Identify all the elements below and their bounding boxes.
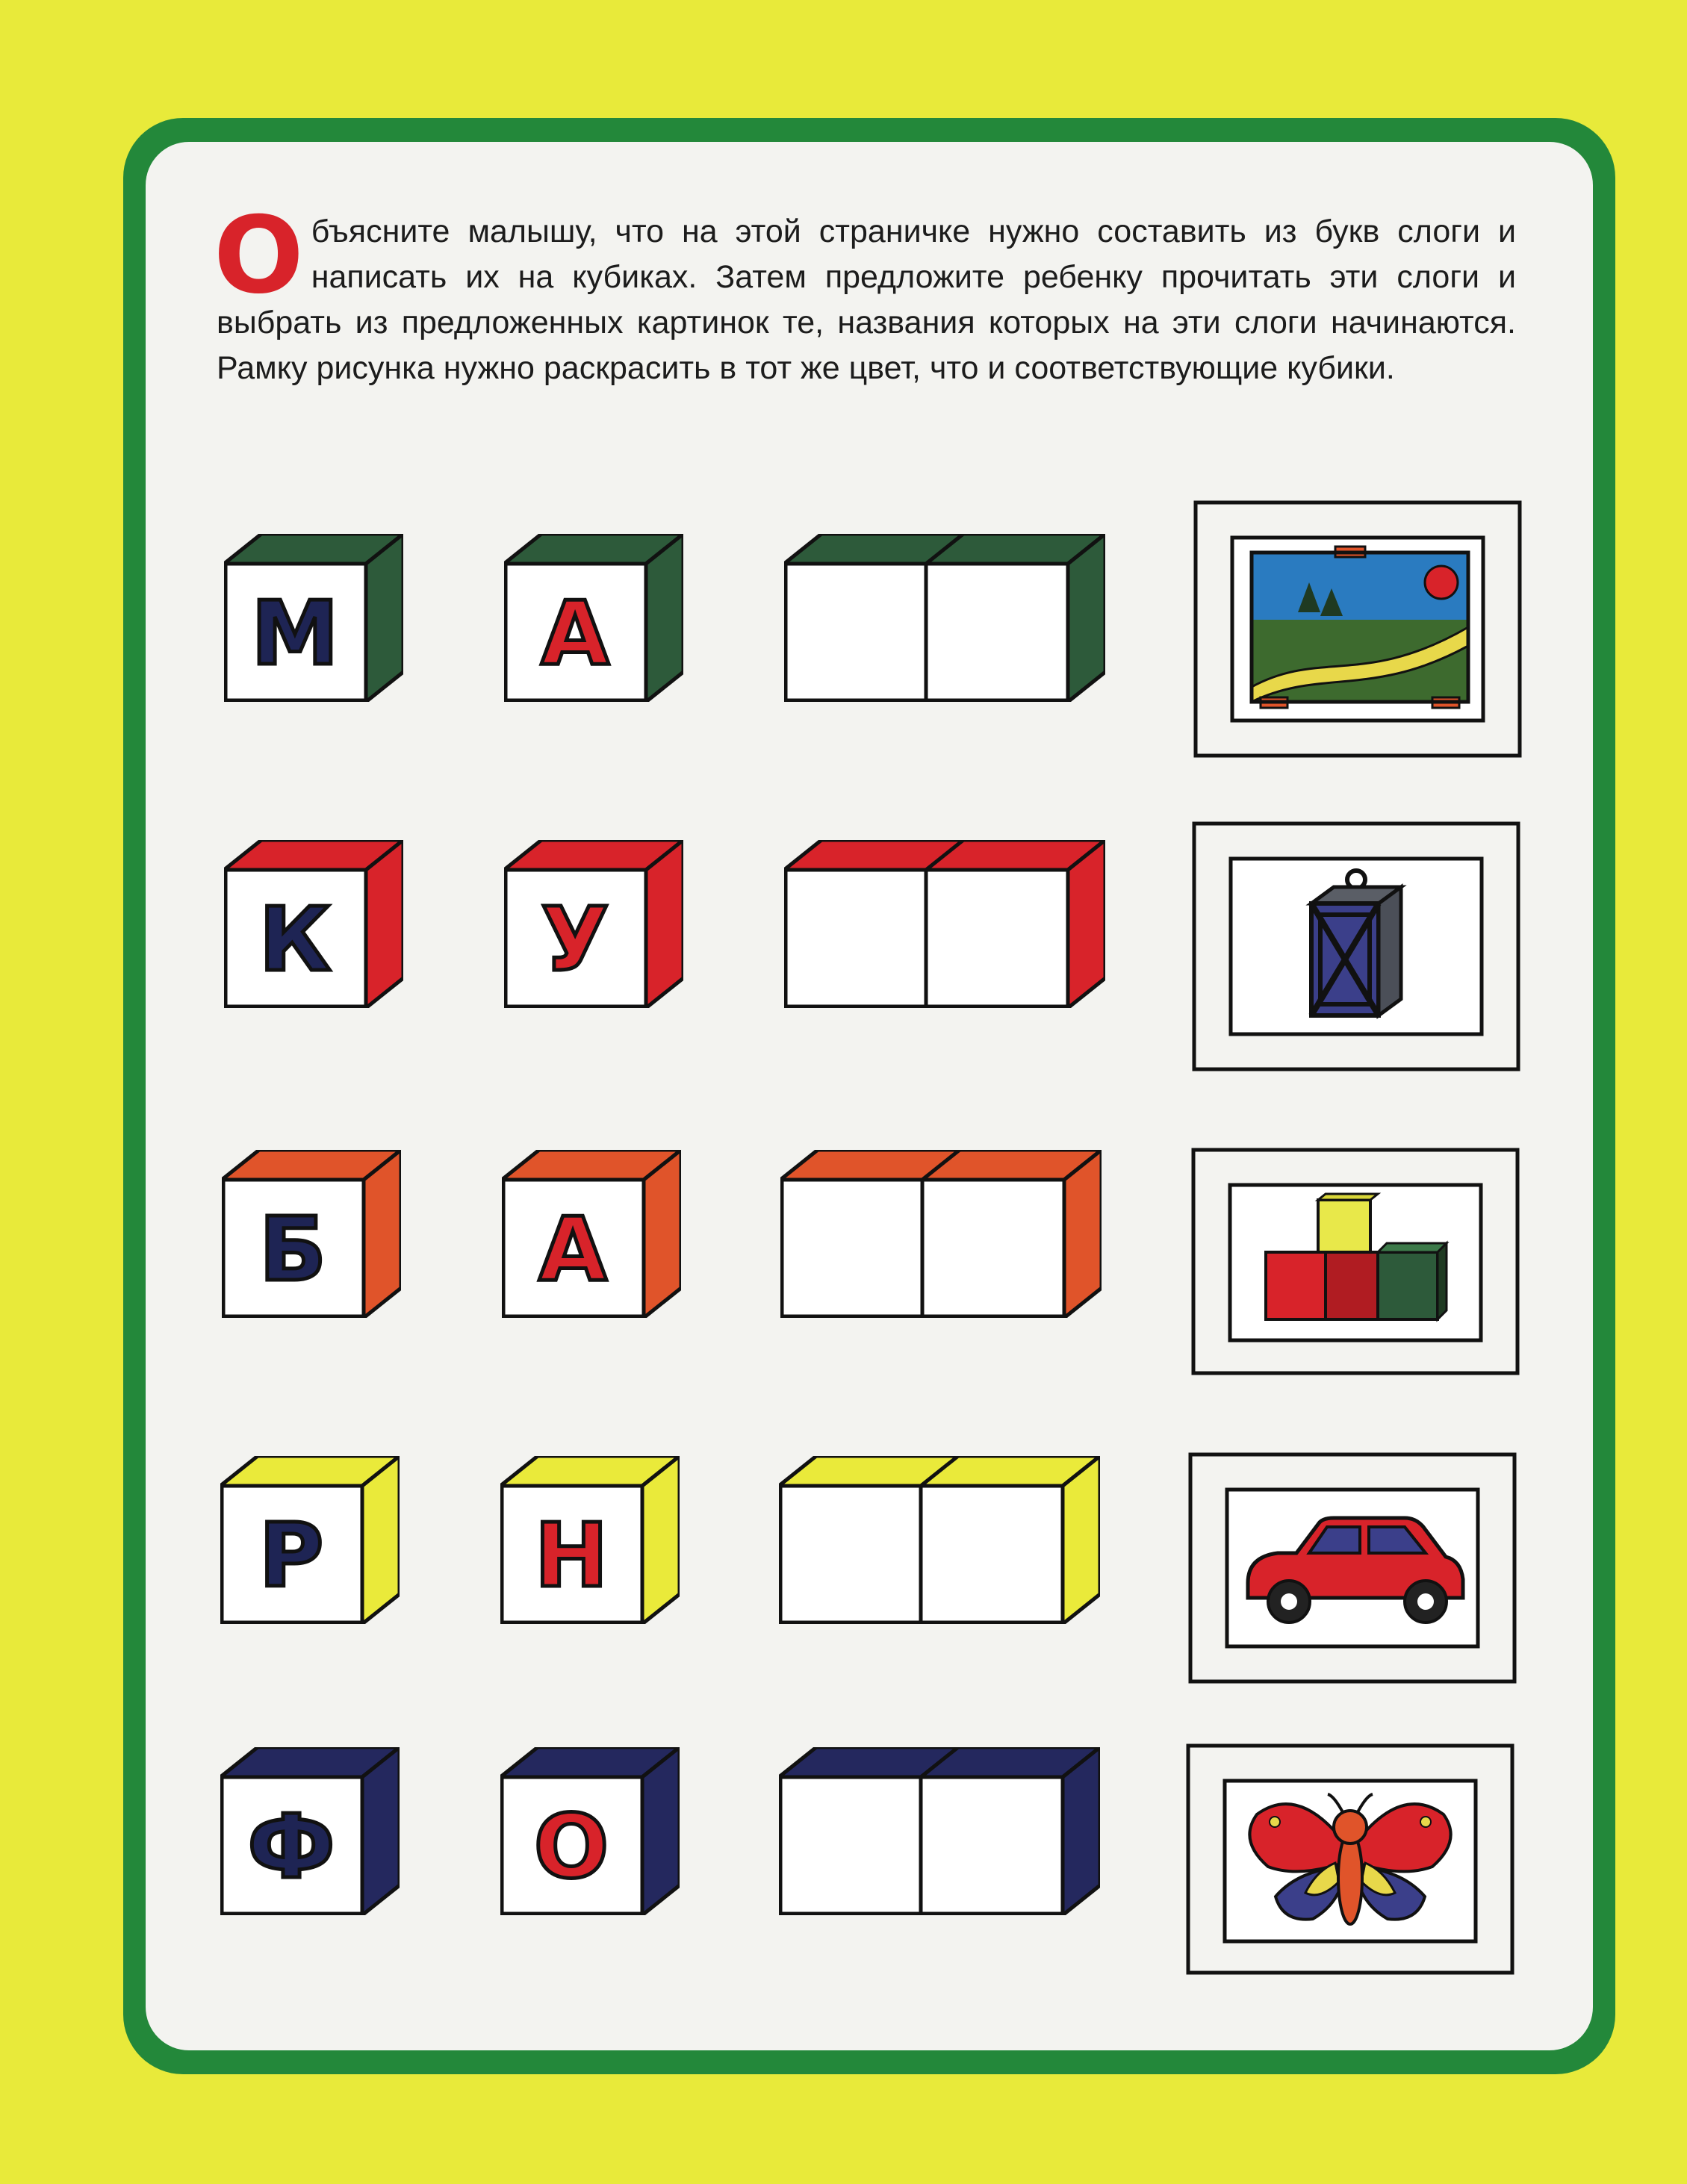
syllable-answer-cubes[interactable] [779, 1747, 1100, 1915]
letter-cube-2 [502, 1150, 681, 1318]
dropcap-letter: О [214, 194, 304, 317]
car-picture-frame[interactable] [1188, 1452, 1517, 1710]
butterfly-picture-frame[interactable] [1186, 1743, 1514, 2001]
exercise-row [0, 1150, 1687, 1493]
painting-icon [1252, 547, 1468, 708]
letter-cube-1 [220, 1747, 400, 1915]
syllable-answer-cubes[interactable] [784, 840, 1105, 1008]
letter-cube-2 [500, 1456, 680, 1624]
syllable-answer-cubes[interactable] [784, 534, 1105, 702]
lantern-picture-frame[interactable] [1192, 821, 1520, 1079]
butterfly-icon [1249, 1794, 1450, 1924]
cube-letter: М [251, 581, 339, 685]
letter-cube-1 [224, 534, 403, 702]
cube-letter: Б [259, 1197, 326, 1301]
syllable-answer-cubes[interactable] [780, 1150, 1102, 1318]
lantern-icon [1311, 871, 1401, 1015]
letter-cube-2 [500, 1747, 680, 1915]
cube-letter: Р [258, 1503, 324, 1607]
letter-cube-2 [504, 534, 683, 702]
cube-letter: О [533, 1794, 609, 1898]
blocks-picture-frame[interactable] [1191, 1148, 1520, 1405]
instruction-text [214, 194, 1516, 391]
painting-picture-frame[interactable] [1193, 500, 1522, 758]
cube-letter: К [258, 887, 332, 991]
letter-cube-1 [224, 840, 403, 1008]
letter-cube-2 [504, 840, 683, 1008]
cube-letter: Н [534, 1503, 609, 1607]
exercise-row [0, 840, 1687, 1183]
letter-cube-1 [220, 1456, 400, 1624]
exercise-row [0, 1747, 1687, 2091]
cube-letter: У [541, 887, 609, 991]
cube-letter: А [538, 1197, 607, 1301]
cube-letter: Ф [247, 1794, 335, 1898]
instruction-body: бъясните малышу, что на этой страничке нужно составить из букв слоги и написать их на кубиках. Затем предложите ребенку прочитать эти слоги и выбрать из предложенных картинок те, названия которых на эти слоги начинаются. Рамку рисунка нужно раскрасить в тот же цвет, что и соответствующие кубики. [217, 214, 1516, 386]
syllable-answer-cubes[interactable] [779, 1456, 1100, 1624]
cube-letter: А [541, 581, 609, 685]
letter-cube-1 [222, 1150, 401, 1318]
